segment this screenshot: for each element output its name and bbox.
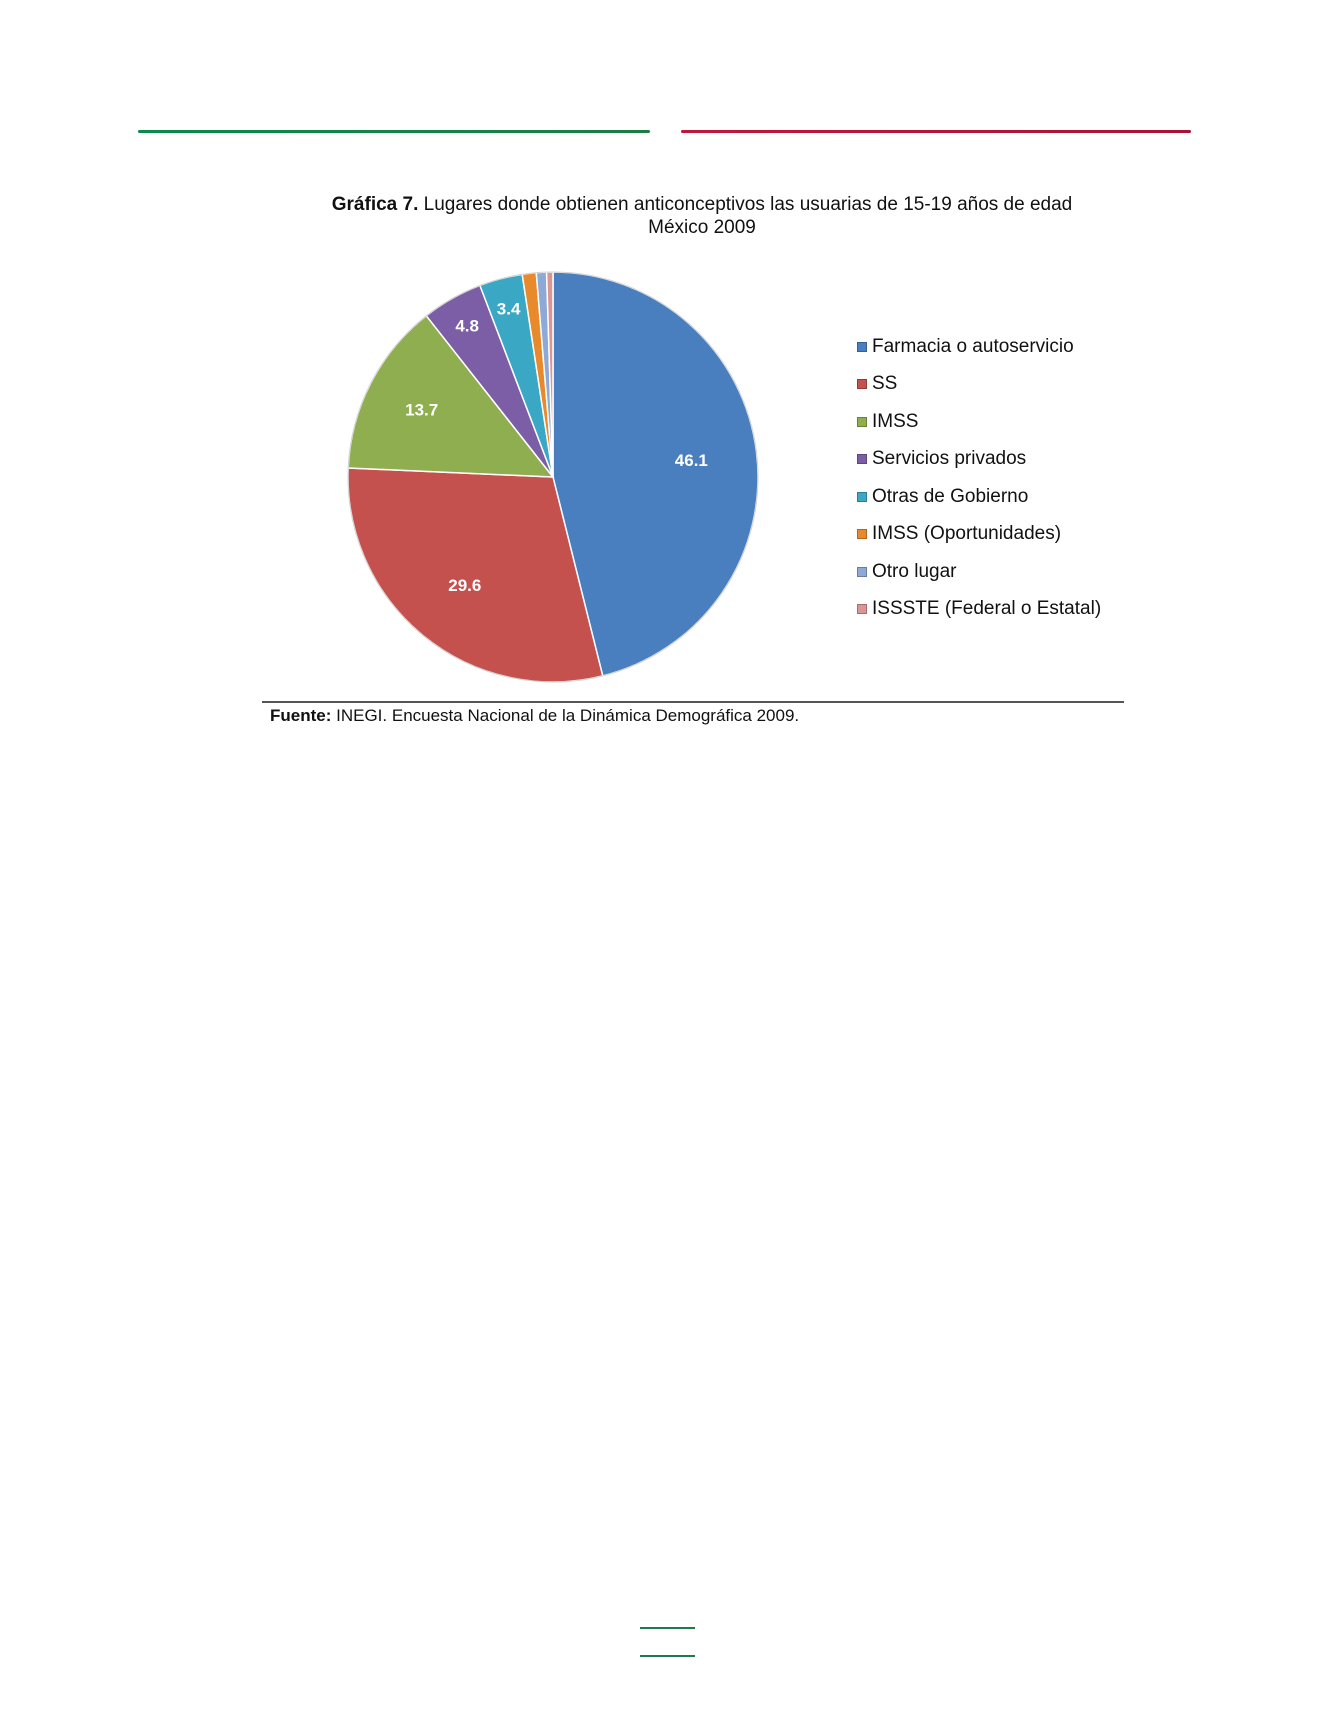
- legend-item-issste-federal-o-estatal: [857, 591, 1101, 629]
- legend-item-otro-lugar: [857, 553, 1101, 591]
- legend-swatch: [857, 567, 867, 577]
- chart-title-prefix: Gráfica 7.: [331, 194, 419, 215]
- footer-rule-top: [640, 1627, 695, 1629]
- legend-swatch: [857, 529, 867, 539]
- legend-swatch: [857, 342, 867, 352]
- legend-item-farmacia-o-autoservicio: [857, 328, 1101, 366]
- legend-item-otras-de-gobierno: [857, 478, 1101, 516]
- legend-label: SS: [872, 373, 898, 395]
- legend-swatch: [857, 379, 867, 389]
- legend-label: IMSS: [872, 410, 919, 432]
- legend-label: IMSS (Oportunidades): [872, 523, 1062, 545]
- chart-title: [262, 193, 1142, 239]
- data-label-ss: 29.6: [448, 575, 482, 595]
- legend-swatch: [857, 604, 867, 614]
- legend-item-imss-oportunidades: [857, 516, 1101, 554]
- legend-item-servicios-privados: [857, 441, 1101, 479]
- source-note: [270, 706, 799, 726]
- legend-swatch: [857, 417, 867, 427]
- data-label-farmacia-o-autoservicio: 46.1: [674, 450, 708, 470]
- chart-legend: [857, 328, 1101, 628]
- legend-swatch: [857, 454, 867, 464]
- legend-label: Otro lugar: [872, 560, 957, 582]
- source-divider: [262, 701, 1124, 703]
- header-rule-red: [681, 130, 1191, 133]
- legend-label: Otras de Gobierno: [872, 485, 1029, 507]
- legend-swatch: [857, 492, 867, 502]
- data-label-imss: 13.7: [405, 400, 439, 420]
- chart-subtitle: México 2009: [648, 217, 756, 238]
- legend-label: Servicios privados: [872, 448, 1027, 470]
- legend-label: ISSSTE (Federal o Estatal): [872, 598, 1102, 620]
- chart-title-text: Lugares donde obtienen anticonceptivos las usuarias de 15-19 años de edad: [423, 194, 1073, 215]
- legend-item-imss: [857, 403, 1101, 441]
- data-label-otras-de-gobierno: 3.4: [496, 299, 521, 319]
- data-label-servicios-privados: 4.8: [455, 316, 479, 336]
- legend-label: Farmacia o autoservicio: [872, 335, 1074, 357]
- header-rule-green: [138, 130, 650, 133]
- legend-item-ss: [857, 366, 1101, 404]
- pie-chart: [330, 255, 770, 695]
- source-text: INEGI. Encuesta Nacional de la Dinámica Demográfica 2009.: [336, 706, 800, 725]
- source-label: Fuente:: [270, 706, 332, 725]
- footer-rule-bottom: [640, 1655, 695, 1657]
